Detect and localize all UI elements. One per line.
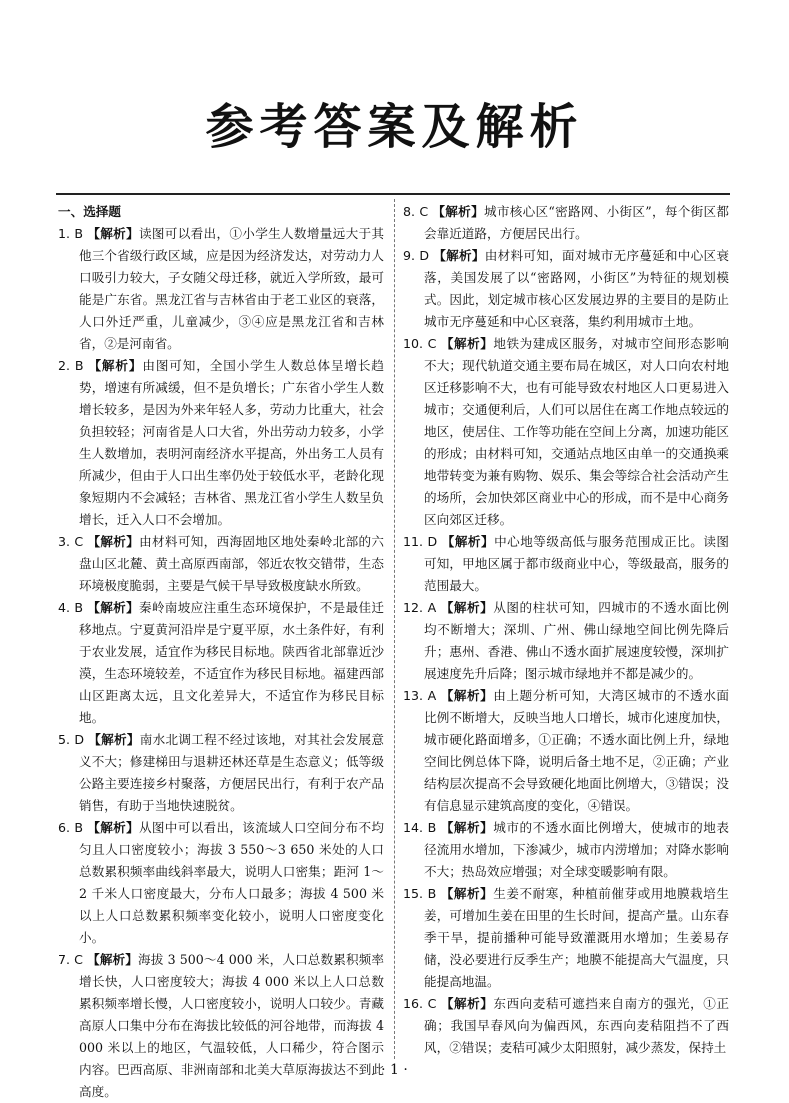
answer-letter: D	[74, 732, 85, 747]
answer-item	[403, 817, 729, 883]
analysis-text: 城市核心区“密路网、小街区”，每个街区都会靠近道路，方便居民出行。	[424, 204, 729, 241]
analysis-text: 由材料可知，面对城市无序蔓延和中心区衰落，美国发展了以“密路网，小街区”为特征的规划模式。因此，划定城市核心区发展边界的主要目的是防止城市无序蔓延和中心区衰落，集约利用城市土地。	[424, 248, 729, 329]
analysis-text: 南水北调工程不经过该地，对其社会发展意义不大；修建梯田与退耕还林还草是生态意义；低等级公路主要连接乡村聚落，方便居民出行，有利于农产品销售，有助于当地快速脱贫。	[79, 732, 384, 813]
answer-item	[58, 817, 384, 949]
page-title: 参考答案及解析	[205, 99, 584, 155]
answer-item	[58, 729, 384, 817]
answer-letter: D	[419, 248, 430, 263]
analysis-text: 中心地等级高低与服务范围成正比。读图可知，甲地区属于都市级商业中心，等级最高，服务的范围最大。	[424, 534, 730, 593]
question-number: 5.	[58, 732, 71, 747]
answer-item	[403, 333, 729, 531]
question-number: 3.	[58, 534, 71, 549]
analysis-tag: 【解析】	[441, 534, 495, 549]
answer-item	[403, 201, 729, 245]
question-number: 11.	[403, 534, 424, 549]
answer-letter: C	[419, 204, 429, 219]
analysis-text: 生姜不耐寒，种植前催芽或用地膜栽培生姜，可增加生姜在田里的生长时间，提高产量。山东春季干旱，提前播种可能导致灌溉用水增加；生姜易存储，没必要进行反季生产；地膜不能提高大气温度，只能提高地温。	[424, 886, 730, 989]
analysis-tag: 【解析】	[440, 886, 494, 901]
answer-letter: C	[74, 534, 84, 549]
answer-letter: B	[74, 820, 83, 835]
analysis-tag: 【解析】	[440, 996, 494, 1011]
question-number: 12.	[403, 600, 424, 615]
answer-letter: C	[427, 996, 437, 1011]
answer-letter: D	[427, 534, 438, 549]
answer-item	[403, 685, 729, 817]
page-number: · 1 ·	[381, 1062, 408, 1078]
answer-item	[58, 355, 384, 531]
analysis-tag: 【解析】	[87, 820, 139, 835]
question-number: 7.	[58, 952, 71, 967]
question-number: 13.	[403, 688, 424, 703]
question-number: 9.	[403, 248, 416, 263]
answer-letter: C	[74, 952, 83, 967]
analysis-text: 东西向麦秸可遮挡来自南方的强光，①正确；我国早春风向为偏西风，东西向麦秸阻挡不了西风，②错误；麦秸可减少太阳照射，减少蒸发，保持土	[424, 996, 729, 1055]
question-number: 6.	[58, 820, 71, 835]
right-column	[403, 201, 729, 1059]
analysis-text: 读图可以看出，①小学生人数增量远大于其他三个省级行政区域，应是因为经济发达，对劳动力人口吸引力较大，子女随父母迁移，就近入学所致，最可能是广东省。黑龙江省与吉林省由于老工业区的衰落，人口外迁严重，儿童减少，③④应是黑龙江省和吉林省，②是河南省。	[79, 226, 384, 351]
question-number: 16.	[403, 996, 424, 1011]
analysis-tag: 【解析】	[432, 204, 484, 219]
analysis-tag: 【解析】	[440, 688, 494, 703]
question-number: 8.	[403, 204, 416, 219]
analysis-tag: 【解析】	[433, 248, 485, 263]
answer-letter: B	[427, 820, 437, 835]
answer-item	[58, 597, 384, 729]
answer-letter: B	[74, 226, 83, 241]
question-number: 4.	[58, 600, 71, 615]
analysis-tag: 【解析】	[88, 732, 140, 747]
analysis-tag: 【解析】	[440, 600, 494, 615]
analysis-text: 由图可知，全国小学生人数总体呈增长趋势，增速有所减缓，但不是负增长；广东省小学生人数增长较多，是因为外来年轻人多，劳动力比重大，社会负担较轻；河南省是人口大省，外出劳动力较多，小学生人数增加，表明河南经济水平提高，外出务工人员有所减少，但由于人口出生率仍处于较低水平，老龄化现象短期内不会减轻；吉林省、黑龙江省小学生人数呈负增长，迁入人口不会增加。	[79, 358, 385, 527]
analysis-tag: 【解析】	[87, 226, 139, 241]
left-column	[58, 201, 384, 1103]
question-number: 15.	[403, 886, 424, 901]
answer-item	[403, 597, 729, 685]
section-heading: 一、选择题	[58, 204, 121, 219]
analysis-text: 由上题分析可知，大湾区城市的不透水面比例不断增大，反映当地人口增长，城市化速度加快，城市硬化路面增多，①正确；不透水面比例上升，绿地空间比例总体下降，说明后备土地不足，②正确；产业结构层次提高不会导致硬化地面比例增大，③错误；没有信息显示建筑高度的变化，④错误。	[424, 688, 730, 813]
answer-letter: C	[427, 336, 437, 351]
analysis-tag: 【解析】	[440, 336, 494, 351]
answer-letter: B	[74, 600, 83, 615]
column-divider	[394, 199, 395, 1059]
answer-item	[403, 883, 729, 993]
analysis-tag: 【解析】	[87, 600, 139, 615]
analysis-tag: 【解析】	[88, 358, 143, 373]
analysis-tag: 【解析】	[87, 534, 140, 549]
analysis-text: 地铁为建成区服务，对城市空间形态影响不大；现代轨道交通主要布局在城区，对人口向农村地区迁移影响不大，也有可能导致农村地区人口更易进入城市；交通便利后，人们可以居住在离工作地点较远的地区，使居住、工作等功能在空间上分离，加速功能区的形成；由材料可知，交通站点地区由单一的交通换乘地带转变为兼有购物、娱乐、集会等综合社会活动产生的场所，会加快郊区商业中心的形成，而不是中心商务区向郊区迁移。	[424, 336, 729, 527]
analysis-text: 由材料可知，西海固地区地处秦岭北部的六盘山区北麓、黄土高原西南部，邻近农牧交错带，生态环境极度脆弱，主要是气候干旱导致极度缺水所致。	[79, 534, 385, 593]
answer-item	[58, 949, 384, 1103]
question-number: 14.	[403, 820, 424, 835]
analysis-tag: 【解析】	[87, 952, 138, 967]
answer-letter: B	[74, 358, 84, 373]
analysis-text: 秦岭南坡应注重生态环境保护，不是最佳迁移地点。宁夏黄河沿岸是宁夏平原，水土条件好，有利于农业发展，适宜作为移民目标地。陕西省北部靠近沙漠，生态环境较差，不适宜作为移民目标地。福建西部山区距离太远，且文化差异大，不适宜作为移民目标地。	[79, 600, 384, 725]
question-number: 10.	[403, 336, 424, 351]
answer-item	[58, 223, 384, 355]
answer-letter: B	[427, 886, 437, 901]
top-rule	[56, 193, 730, 195]
answer-item	[58, 531, 384, 597]
answer-letter: A	[427, 688, 437, 703]
answer-item	[403, 245, 729, 333]
analysis-text: 海拔 3 500～4 000 米，人口总数累积频率增长快，人口密度较大；海拔 4 000 米以上人口总数累积频率增长慢，人口密度较小，说明人口较少。青藏高原人口集中分布在海拔比较低的河谷地带，而海拔 4 000 米以上的地区，气温较低，人口稀少，符合图示内容。巴西高原、非洲南部和北美大草原海拔达不到此高度。	[79, 952, 384, 1099]
answer-letter: A	[427, 600, 437, 615]
analysis-tag: 【解析】	[440, 820, 494, 835]
question-number: 1.	[58, 226, 71, 241]
answer-item	[403, 531, 729, 597]
answer-item	[403, 993, 729, 1059]
analysis-text: 从图的柱状可知，四城市的不透水面比例均不断增大；深圳、广州、佛山绿地空间比例先降后升；惠州、香港、佛山不透水面扩展速度较慢，深圳扩展速度先升后降；图示城市绿地并不都是减少的。	[424, 600, 730, 681]
analysis-text: 城市的不透水面比例增大，使城市的地表径流用水增加，下渗减少，城市内涝增加；对降水影响不大；热岛效应增强；对全球变暖影响有限。	[424, 820, 730, 879]
question-number: 2.	[58, 358, 71, 373]
analysis-text: 从图中可以看出，该流域人口空间分布不均匀且人口密度较小；海拔 3 550～3 650 米处的人口总数累积频率曲线斜率最大，说明人口密集；距河 1～2 千米人口密度最大，分布人口最多；海拔 4 500 米以上人口总数累积频率变化较小，说明人口密度变化小。	[79, 820, 384, 945]
